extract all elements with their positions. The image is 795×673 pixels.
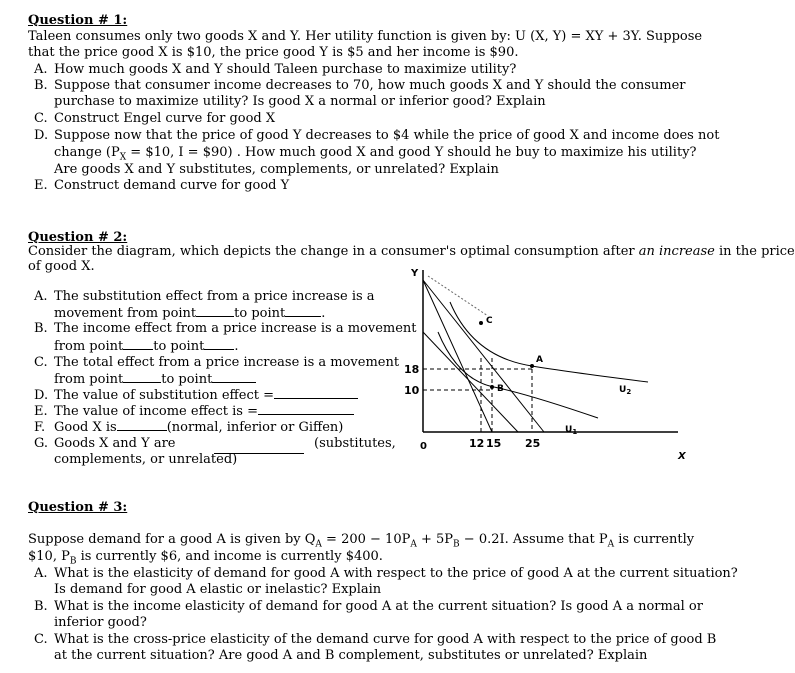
q1-item-d: D. Suppose now that the price of good Y decreases to $4 while the price of good X and income does not — [34, 128, 720, 143]
answer-blank[interactable] — [196, 305, 234, 317]
point-c — [479, 321, 483, 325]
q1-intro-line2: that the price good X is $10, the price good Y is $5 and her income is $90. — [28, 45, 519, 60]
q2-item-f: F. Good X is (normal, inferior or Giffen) — [34, 420, 344, 435]
q2-item-c: C. The total effect from a price increase is a movement — [34, 355, 400, 370]
x-tick: 15 — [486, 437, 502, 450]
q3-intro-line2: $10, $P_B$ is currently $6, and income is currently $400. — [28, 549, 383, 567]
q2-item-e: E. The value of income effect is = — [34, 403, 354, 420]
q2-intro-line1: Consider the diagram, which depicts the change in a consumer's optimal consumption after an increase in the price — [28, 244, 795, 259]
q1-intro-line1: Taleen consumes only two goods X and Y. Her utility function is given by: U (X, Y) = XY + 3Y. Suppose — [28, 29, 703, 44]
q1-item-a: A. How much goods X and Y should Taleen purchase to maximize utility? — [34, 62, 517, 77]
point-c-label: C — [486, 316, 493, 326]
y-axis-label: Y — [411, 268, 419, 279]
q1-item-e: E. Construct demand curve for good Y — [34, 178, 290, 193]
budget-line-initial — [423, 280, 544, 432]
answer-blank[interactable] — [274, 387, 358, 399]
q3-intro-line1: Suppose demand for a good A is given by $Q_A = 200 - 10P_A + 5P_B - 0.2I$. Assume that $P_A$ is currently — [28, 532, 695, 550]
q3-item-c: C. What is the cross-price elasticity of the demand curve for good A with respect to the price of good B — [34, 632, 717, 647]
q2-item-g-cont: complements, or unrelated) — [54, 452, 238, 467]
q1-item-d-cont: change ($P_X$ = $10, I = $90) . How much good X and good Y should he buy to maximize his utility? — [54, 145, 697, 163]
answer-blank[interactable] — [258, 403, 354, 415]
x-axis-label: X — [678, 451, 686, 462]
q2-item-g: G. Goods X and Y are — [34, 436, 176, 451]
q1-item-d-cont2: Are goods X and Y substitutes, complements, or unrelated? Explain — [54, 162, 499, 177]
answer-blank[interactable] — [212, 371, 256, 383]
q1-item-b: B. Suppose that consumer income decreases to 70, how much goods X and Y should the consumer — [34, 78, 686, 93]
point-b-label: B — [497, 384, 504, 394]
answer-blank[interactable] — [123, 338, 153, 350]
q1-item-b-cont: purchase to maximize utility? Is good X a normal or inferior good? Explain — [54, 94, 546, 109]
x-tick: 25 — [525, 437, 541, 450]
q2-item-a-cont: movement from point to point . — [54, 306, 326, 321]
q3-title: Question # 3: — [28, 500, 128, 515]
answer-blank[interactable] — [204, 338, 234, 350]
q1-title: Question # 1: — [28, 13, 128, 28]
q2-intro-line2: of good X. — [28, 259, 95, 274]
q3-item-b-cont: inferior good? — [54, 615, 147, 630]
answer-blank[interactable] — [117, 419, 167, 431]
q3-item-a-cont: Is demand for good A elastic or inelastic? Explain — [54, 582, 382, 597]
point-b — [490, 385, 494, 389]
q2-item-a: A. The substitution effect from a price increase is a — [34, 289, 375, 304]
indifference-curve-u2 — [450, 302, 648, 382]
y-tick: 10 — [404, 384, 420, 397]
q3-item-b: B. What is the income elasticity of demand for good A at the current situation? Is good A a normal or — [34, 599, 703, 614]
q3-item-a: A. What is the elasticity of demand for good A with respect to the price of good A at the current situation? — [34, 566, 738, 581]
x-tick: 0 — [420, 441, 427, 452]
point-a — [530, 364, 534, 368]
y-tick: 18 — [404, 363, 420, 376]
q2-item-g-options: (substitutes, — [314, 436, 396, 451]
answer-blank[interactable] — [123, 371, 161, 383]
answer-blank[interactable] — [285, 305, 321, 317]
x-tick: 12 — [469, 437, 485, 450]
q2-item-d: D. The value of substitution effect = — [34, 387, 358, 404]
u2-label: $U_2$ — [619, 385, 632, 396]
q2-title: Question # 2: — [28, 230, 128, 245]
indifference-curve-u1 — [438, 332, 598, 418]
u1-label: $U_1$ — [565, 425, 578, 436]
q2-item-c-cont: from point to point — [54, 371, 256, 388]
q1-item-c: C. Construct Engel curve for good X — [34, 111, 276, 126]
q2-item-b-cont: from point to point . — [54, 339, 239, 354]
q2-item-b: B. The income effect from a price increase is a movement — [34, 321, 417, 336]
point-a-label: A — [536, 355, 543, 365]
q3-item-c-cont: at the current situation? Are good A and B complement, substitutes or unrelated? Explain — [54, 648, 648, 663]
consumer-choice-diagram — [398, 262, 690, 468]
budget-line-new — [423, 280, 492, 432]
